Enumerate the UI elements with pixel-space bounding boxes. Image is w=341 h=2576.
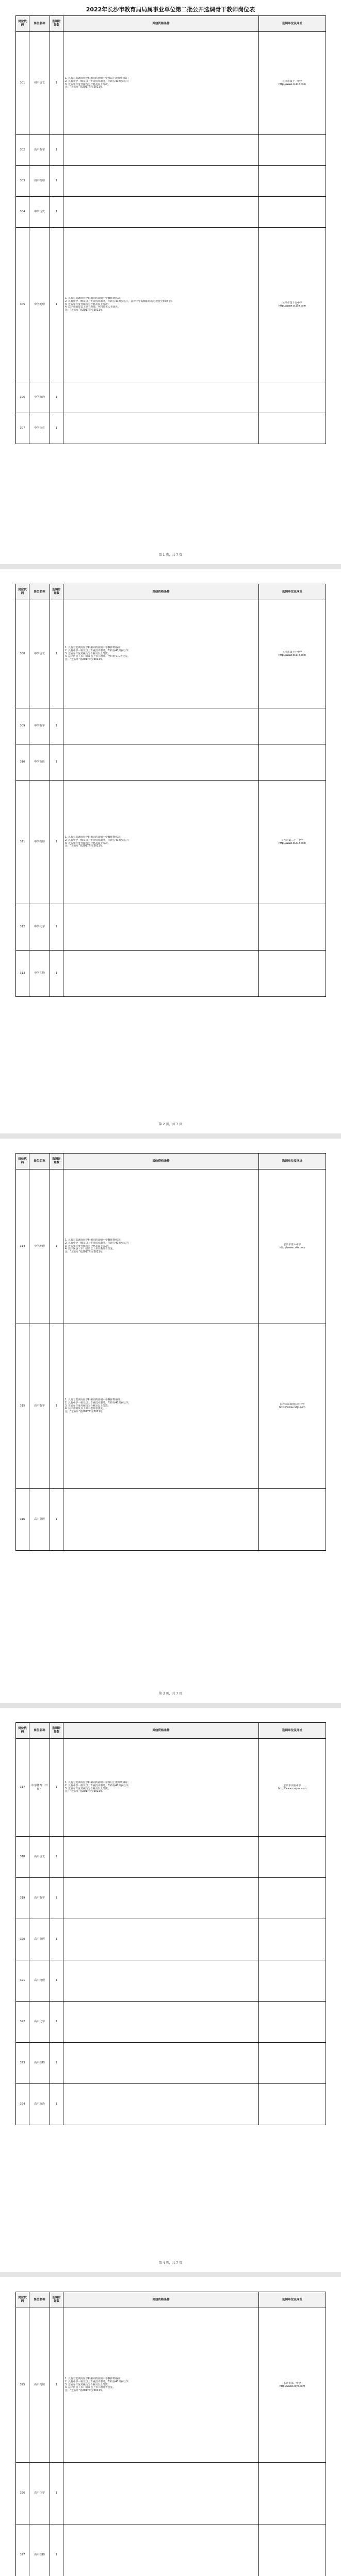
post-name: 中学体育（田径） xyxy=(29,1739,50,1837)
table-row xyxy=(16,135,326,166)
post-count: 1 xyxy=(50,600,63,708)
table-row xyxy=(16,1739,326,1837)
post-unit xyxy=(259,2002,326,2043)
post-name: 高中语文 xyxy=(29,1837,50,1878)
post-conditions xyxy=(63,1837,259,1878)
post-conditions: 1. 具有与选调岗位学科相同的高级中学教师资格证； 2. 具有中学一级及以上专业技术职务，年龄在40周岁以下； 3. 近五年年度考核均为合格及以上等次； 4. 获评区县（市）级及以上骨干教师者优先。 注：“近五年”指2017年至2021年。 xyxy=(63,2308,259,2463)
header-conditions: 其他资格条件 xyxy=(63,584,259,600)
header-code: 岗位代码 xyxy=(16,2292,29,2308)
post-count: 1 xyxy=(50,1324,63,1489)
post-code: 311 xyxy=(16,781,29,904)
document-page xyxy=(0,569,341,1133)
post-count: 1 xyxy=(50,135,63,166)
post-name: 高中政治 xyxy=(29,2084,50,2125)
post-count: 1 xyxy=(50,951,63,997)
post-count: 1 xyxy=(50,2002,63,2043)
post-conditions: 1. 具有与选调岗位学科相同的高级中学教师资格证； 2. 具有中学一级及以上专业技术职务，年龄在40周岁以下； 3. 近五年年度考核均为合格及以上等次； 4. 获评区县（市）级及以上骨干教师者优先。 注：“近五年”指2017年至2021年。 xyxy=(63,1170,259,1324)
table-header-row xyxy=(16,1723,326,1739)
table-row xyxy=(16,1170,326,1324)
post-conditions xyxy=(63,744,259,781)
page-footer: 第 4 页，共 7 页 xyxy=(158,2261,183,2265)
post-code: 318 xyxy=(16,1837,29,1878)
post-count: 1 xyxy=(50,32,63,135)
post-count: 1 xyxy=(50,1878,63,1919)
post-unit xyxy=(259,2524,326,2576)
table-header-row xyxy=(16,584,326,600)
post-unit xyxy=(259,2043,326,2084)
post-unit: 长沙市第六中学 http://www.cs6z.com xyxy=(259,1170,326,1324)
post-count: 1 xyxy=(50,781,63,904)
post-code: 302 xyxy=(16,135,29,166)
post-conditions xyxy=(63,2043,259,2084)
table-row xyxy=(16,708,326,744)
post-code: 304 xyxy=(16,197,29,228)
post-unit: 长沙市第一中学 http://www.csyz.com xyxy=(259,2308,326,2463)
page-footer: 第 3 页，共 7 页 xyxy=(158,1692,183,1696)
post-unit xyxy=(259,1837,326,1878)
post-count: 1 xyxy=(50,904,63,951)
post-count: 1 xyxy=(50,1960,63,2002)
post-count: 1 xyxy=(50,1837,63,1878)
post-count: 1 xyxy=(50,1919,63,1960)
header-code: 岗位代码 xyxy=(16,1723,29,1739)
post-conditions xyxy=(63,2084,259,2125)
table-row xyxy=(16,228,326,382)
document-page xyxy=(0,0,341,564)
table-row xyxy=(16,1837,326,1878)
table-row xyxy=(16,413,326,444)
post-unit xyxy=(259,951,326,997)
positions-table xyxy=(15,1722,326,2125)
post-conditions xyxy=(63,2002,259,2043)
table-row xyxy=(16,2463,326,2524)
table-row xyxy=(16,1878,326,1919)
page-footer: 第 1 页，共 7 页 xyxy=(158,553,183,557)
post-name: 初中语文 xyxy=(29,32,50,135)
post-unit: 长沙市第十一中学 http://www.cs11z.com xyxy=(259,32,326,135)
post-name: 高中化学 xyxy=(29,2002,50,2043)
post-code: 307 xyxy=(16,413,29,444)
table-row xyxy=(16,2308,326,2463)
post-count: 1 xyxy=(50,382,63,413)
table-row xyxy=(16,781,326,904)
post-count: 1 xyxy=(50,1739,63,1837)
header-unit: 选调单位及网址 xyxy=(259,16,326,32)
post-conditions xyxy=(63,2524,259,2576)
header-count: 选调计划数 xyxy=(50,16,63,32)
document-page xyxy=(0,2277,341,2576)
table-row xyxy=(16,904,326,951)
positions-table xyxy=(15,584,326,997)
post-count: 1 xyxy=(50,744,63,781)
post-conditions xyxy=(63,135,259,166)
post-conditions xyxy=(63,708,259,744)
document-page xyxy=(0,1708,341,2272)
post-name: 中学政治 xyxy=(29,382,50,413)
post-conditions xyxy=(63,413,259,444)
header-count: 选调计划数 xyxy=(50,1723,63,1739)
post-code: 305 xyxy=(16,228,29,382)
header-conditions: 其他资格条件 xyxy=(63,2292,259,2308)
post-count: 1 xyxy=(50,228,63,382)
post-conditions xyxy=(63,166,259,197)
post-count: 1 xyxy=(50,1489,63,1551)
post-name: 高中英语 xyxy=(29,1919,50,1960)
post-unit: 长沙市第十五中学 http://www.cs15z.com xyxy=(259,228,326,382)
post-unit: 长沙市第二十一中学 http://www.cs21z.com xyxy=(259,781,326,904)
post-unit: 长沙市田家炳实验中学 http://www.cstjb.com xyxy=(259,1324,326,1489)
table-row xyxy=(16,197,326,228)
table-row xyxy=(16,166,326,197)
post-code: 301 xyxy=(16,32,29,135)
post-code: 314 xyxy=(16,1170,29,1324)
post-name: 高中化学 xyxy=(29,2463,50,2524)
post-count: 1 xyxy=(50,2463,63,2524)
post-code: 309 xyxy=(16,708,29,744)
post-conditions xyxy=(63,2463,259,2524)
header-post: 岗位名称 xyxy=(29,16,50,32)
post-unit xyxy=(259,166,326,197)
post-count: 1 xyxy=(50,2043,63,2084)
post-name: 高中生物 xyxy=(29,2043,50,2084)
post-code: 310 xyxy=(16,744,29,781)
post-unit xyxy=(259,1878,326,1919)
post-code: 317 xyxy=(16,1739,29,1837)
post-name: 高中物理 xyxy=(29,2308,50,2463)
post-name: 高中数学 xyxy=(29,1324,50,1489)
post-conditions xyxy=(63,1489,259,1551)
post-code: 306 xyxy=(16,382,29,413)
header-unit: 选调单位及网址 xyxy=(259,1154,326,1170)
header-count: 选调计划数 xyxy=(50,2292,63,2308)
post-unit xyxy=(259,197,326,228)
post-unit xyxy=(259,1919,326,1960)
post-unit xyxy=(259,1489,326,1551)
post-conditions xyxy=(63,382,259,413)
post-name: 中学化学 xyxy=(29,904,50,951)
post-name: 中学地理 xyxy=(29,228,50,382)
table-row xyxy=(16,1960,326,2002)
post-count: 1 xyxy=(50,413,63,444)
post-name: 中学物理 xyxy=(29,781,50,904)
post-count: 1 xyxy=(50,1170,63,1324)
post-unit xyxy=(259,1960,326,2002)
post-unit xyxy=(259,904,326,951)
post-code: 308 xyxy=(16,600,29,708)
table-row xyxy=(16,951,326,997)
post-unit xyxy=(259,382,326,413)
post-name: 高中物理 xyxy=(29,1960,50,2002)
post-conditions: 1. 具有与选调岗位学科相同的初级中学及以上教师资格证； 2. 具有中学一级及以上专业技术职务，年龄在40周岁以下； 3. 近五年年度考核均为合格及以上等次。 注：“近五年”指2017年至2021年。 xyxy=(63,32,259,135)
table-row xyxy=(16,1919,326,1960)
header-post: 岗位名称 xyxy=(29,584,50,600)
document-page xyxy=(0,1139,341,1703)
positions-table xyxy=(15,1153,326,1551)
header-unit: 选调单位及网址 xyxy=(259,1723,326,1739)
header-code: 岗位代码 xyxy=(16,584,29,600)
post-code: 323 xyxy=(16,2043,29,2084)
table-row xyxy=(16,32,326,135)
post-name: 中学生物 xyxy=(29,951,50,997)
post-unit xyxy=(259,413,326,444)
post-count: 1 xyxy=(50,2084,63,2125)
post-conditions xyxy=(63,1878,259,1919)
post-count: 1 xyxy=(50,2524,63,2576)
header-count: 选调计划数 xyxy=(50,584,63,600)
post-unit xyxy=(259,708,326,744)
table-row xyxy=(16,2084,326,2125)
post-conditions xyxy=(63,951,259,997)
post-conditions xyxy=(63,904,259,951)
post-name: 中学历史 xyxy=(29,197,50,228)
table-row xyxy=(16,382,326,413)
header-count: 选调计划数 xyxy=(50,1154,63,1170)
post-unit xyxy=(259,135,326,166)
table-row xyxy=(16,744,326,781)
page-title: 2022年长沙市教育局局属事业单位第二批公开选调骨干教师岗位表 xyxy=(86,6,255,13)
post-conditions: 1. 具有与选调岗位学科相同的高级中学教师资格证； 2. 具有中学一级及以上专业技术职务，年龄在40周岁以下； 3. 近五年年度考核均为合格及以上等次。 注：“近五年”指2017年至2021年。 xyxy=(63,781,259,904)
post-conditions: 1. 具有与选调岗位学科相同的初级中学及以上教师资格证； 2. 具有中学一级及以上专业技术职务，年龄在40周岁以下； 3. 近五年年度考核均为合格及以上等次。 注：“近五年”指2017年至2021年。 xyxy=(63,1739,259,1837)
header-post: 岗位名称 xyxy=(29,1154,50,1170)
header-post: 岗位名称 xyxy=(29,2292,50,2308)
post-code: 315 xyxy=(16,1324,29,1489)
post-code: 326 xyxy=(16,2463,29,2524)
post-code: 303 xyxy=(16,166,29,197)
table-row xyxy=(16,1489,326,1551)
page-footer: 第 2 页，共 7 页 xyxy=(158,1123,183,1126)
header-unit: 选调单位及网址 xyxy=(259,2292,326,2308)
post-code: 321 xyxy=(16,1960,29,2002)
post-name: 高中数学 xyxy=(29,1878,50,1919)
table-row xyxy=(16,2043,326,2084)
post-code: 322 xyxy=(16,2002,29,2043)
post-unit xyxy=(259,2084,326,2125)
table-row xyxy=(16,1324,326,1489)
post-conditions: 1. 具有与选调岗位学科相同的高级中学教师资格证； 2. 具有中学一级及以上专业技术职务，年龄在40周岁以下； 3. 近五年年度考核均为合格及以上等次； 4. 获评区县（市）级及以上骨干教师、学科带头人者优先。 注：“近五年”指2017年至2021年。 xyxy=(63,600,259,708)
post-unit xyxy=(259,744,326,781)
header-code: 岗位代码 xyxy=(16,1154,29,1170)
post-code: 320 xyxy=(16,1919,29,1960)
header-unit: 选调单位及网址 xyxy=(259,584,326,600)
post-conditions xyxy=(63,197,259,228)
post-name: 中学语文 xyxy=(29,600,50,708)
post-count: 1 xyxy=(50,197,63,228)
table-header-row xyxy=(16,1154,326,1170)
post-conditions xyxy=(63,1960,259,2002)
post-conditions xyxy=(63,1919,259,1960)
header-post: 岗位名称 xyxy=(29,1723,50,1739)
post-name: 中学数学 xyxy=(29,708,50,744)
post-code: 327 xyxy=(16,2524,29,2576)
header-code: 岗位代码 xyxy=(16,16,29,32)
post-count: 1 xyxy=(50,2308,63,2463)
post-code: 319 xyxy=(16,1878,29,1919)
post-name: 中学体育 xyxy=(29,413,50,444)
post-code: 316 xyxy=(16,1489,29,1551)
post-unit: 长沙市实验中学 http://www.cssyzx.com xyxy=(259,1739,326,1837)
positions-table xyxy=(15,15,326,444)
post-name: 中学英语 xyxy=(29,744,50,781)
table-header-row xyxy=(16,16,326,32)
table-header-row xyxy=(16,2292,326,2308)
header-conditions: 其他资格条件 xyxy=(63,1154,259,1170)
post-conditions: 1. 具有与选调岗位学科相同的高级中学教师资格证； 2. 具有中学一级及以上专业技术职务，年龄在40周岁以下； 3. 近五年年度考核均为合格及以上等次； 4. 获评市级及以上骨干教师者优先。 注：“近五年”指2017年至2021年。 xyxy=(63,1324,259,1489)
post-code: 312 xyxy=(16,904,29,951)
table-row xyxy=(16,600,326,708)
table-row xyxy=(16,2524,326,2576)
post-code: 325 xyxy=(16,2308,29,2463)
post-count: 1 xyxy=(50,166,63,197)
header-conditions: 其他资格条件 xyxy=(63,1723,259,1739)
post-code: 324 xyxy=(16,2084,29,2125)
post-name: 初中物理 xyxy=(29,166,50,197)
header-conditions: 其他资格条件 xyxy=(63,16,259,32)
post-conditions: 1. 具有与选调岗位学科相同的高级中学教师资格证； 2. 具有中学一级及以上专业技术职务，年龄在40周岁以下，获评中学高级职称的可放宽至45周岁； 3. 近五年年度考核均为合格及以上等次； 4. 获评市级及以上骨干教师、学科带头人者优先。 注：“近五年”指2017年至2021年。 xyxy=(63,228,259,382)
post-unit xyxy=(259,2463,326,2524)
table-row xyxy=(16,2002,326,2043)
post-name: 高中数学 xyxy=(29,135,50,166)
post-name: 中学地理 xyxy=(29,1170,50,1324)
post-unit: 长沙市第十七中学 http://www.cs17z.com xyxy=(259,600,326,708)
post-name: 高中英语 xyxy=(29,1489,50,1551)
positions-table xyxy=(15,2292,326,2576)
post-code: 313 xyxy=(16,951,29,997)
post-count: 1 xyxy=(50,708,63,744)
post-name: 高中生物 xyxy=(29,2524,50,2576)
